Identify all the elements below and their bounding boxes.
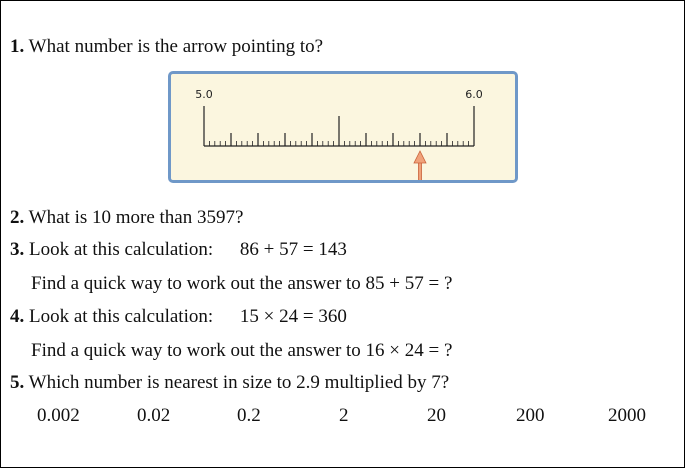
question-1: [10, 36, 323, 58]
question-text: Which number is nearest in size to 2.9 multiplied by 7?: [28, 372, 450, 393]
arrow-head: [414, 151, 426, 163]
choice-option[interactable]: 200: [516, 405, 545, 426]
question-number: 4.: [10, 306, 25, 327]
question-number: 1.: [10, 36, 25, 57]
ruler-start-label: 5.0: [195, 88, 213, 101]
question-text: What number is the arrow pointing to?: [28, 36, 324, 57]
question-text: What is 10 more than 3597?: [28, 207, 244, 228]
calculation: 15 × 24 = 360: [239, 306, 347, 327]
question-number: 5.: [10, 372, 25, 393]
ruler-figure: [168, 71, 518, 183]
choice-option[interactable]: 2000: [608, 405, 646, 426]
question-2: [10, 207, 243, 229]
question-5: [10, 372, 449, 394]
choice-option[interactable]: 0.002: [37, 405, 80, 426]
pointer-arrow: [414, 151, 426, 180]
calculation: 86 + 57 = 143: [239, 239, 347, 260]
ruler-end-label: 6.0: [465, 88, 483, 101]
question-3: [10, 239, 347, 261]
question-4-followup: Find a quick way to work out the answer to 16 × 24 = ?: [31, 340, 453, 361]
choice-option[interactable]: 20: [427, 405, 446, 426]
arrow-shaft: [419, 162, 422, 180]
ruler: [171, 74, 515, 180]
question-number: 2.: [10, 207, 25, 228]
choice-option[interactable]: 0.02: [137, 405, 171, 426]
ruler-ticks: [204, 106, 474, 146]
question-text: Look at this calculation:: [29, 306, 214, 327]
answer-choices: [1, 405, 684, 427]
question-3-followup: Find a quick way to work out the answer to 85 + 57 = ?: [31, 273, 453, 294]
choice-option[interactable]: 2: [339, 405, 349, 426]
choice-option[interactable]: 0.2: [237, 405, 261, 426]
question-4: [10, 306, 347, 328]
question-number: 3.: [10, 239, 25, 260]
question-text: Look at this calculation:: [29, 239, 214, 260]
